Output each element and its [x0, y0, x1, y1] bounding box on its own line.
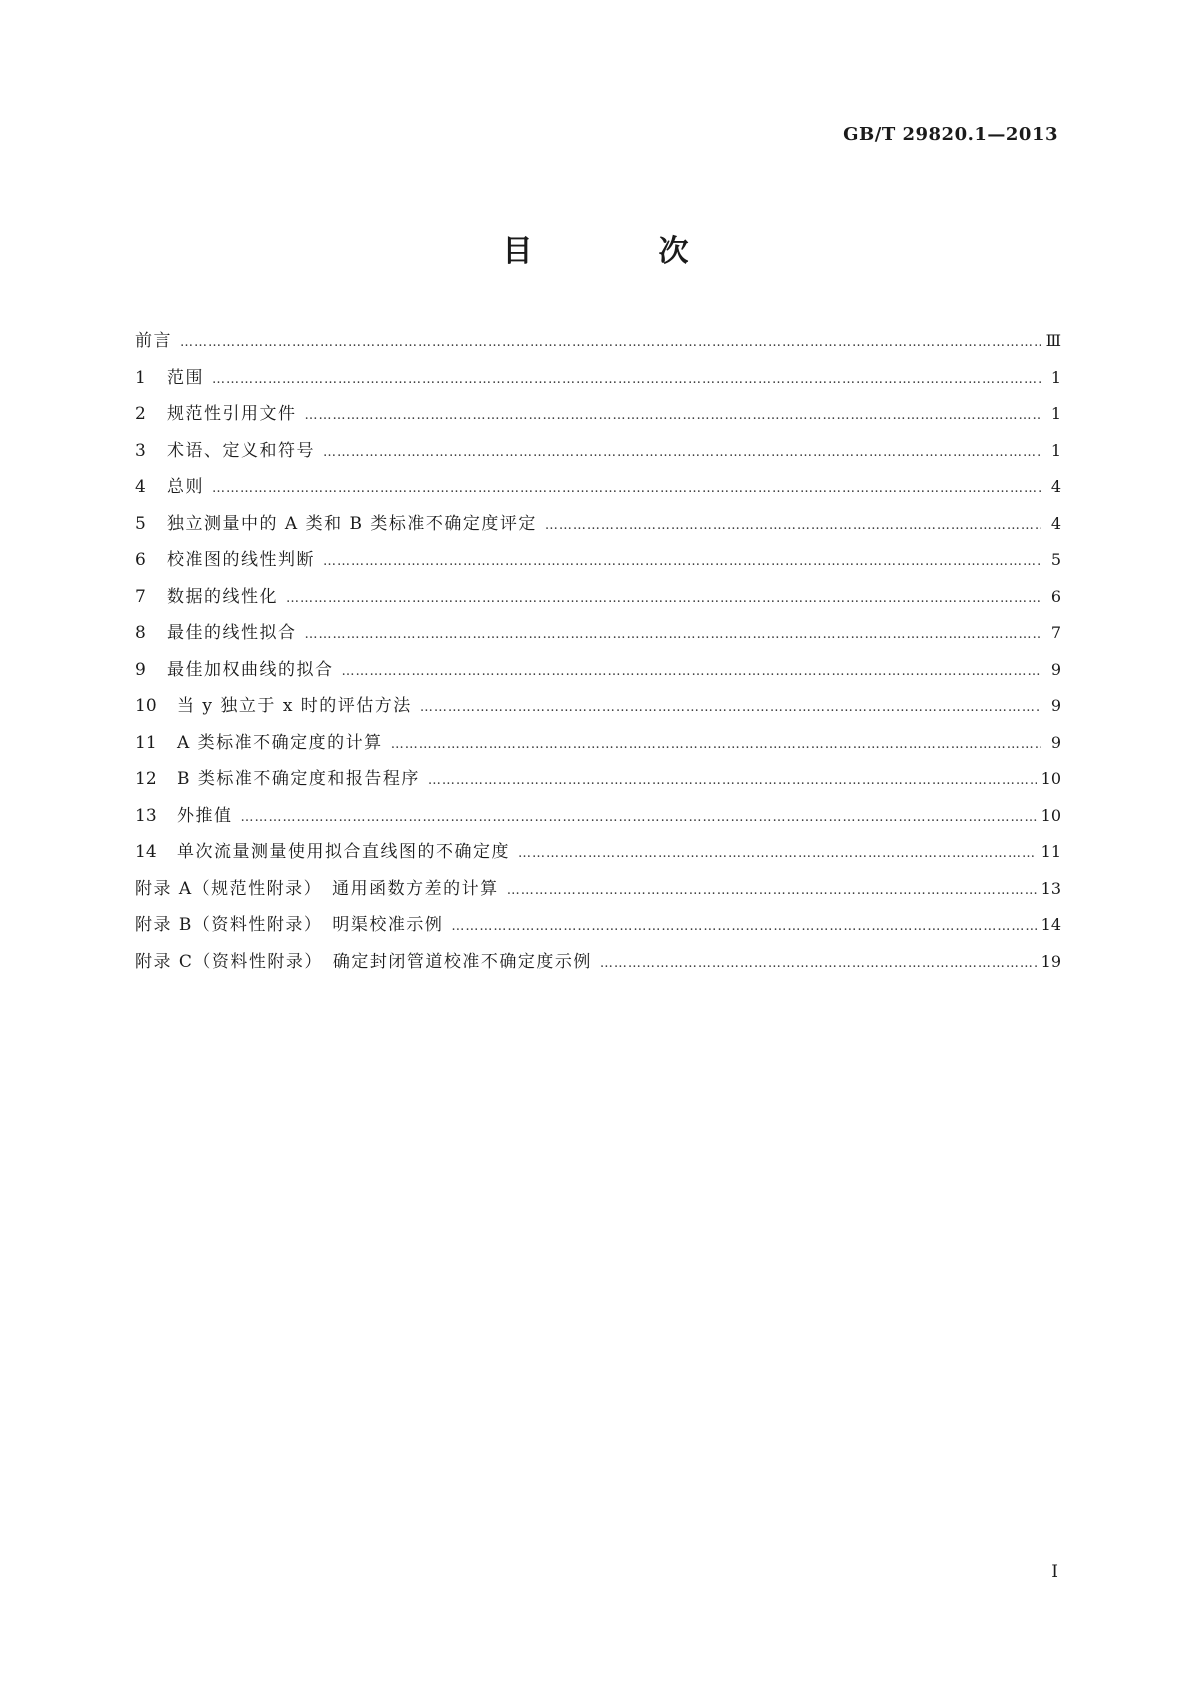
toc-leader-dots — [391, 737, 1041, 752]
toc-entry-label: 总则 — [167, 477, 204, 497]
toc-entry-page: 7 — [1050, 623, 1061, 642]
toc-list — [135, 326, 1061, 983]
toc-entry-number: 14 — [135, 842, 157, 862]
toc-entry-number: 6 — [135, 550, 146, 570]
toc-entry-1[interactable] — [135, 363, 1061, 400]
toc-entry-label: 前言 — [135, 331, 172, 351]
toc-leader-dots — [545, 518, 1041, 533]
toc-leader-dots — [212, 372, 1041, 387]
toc-leader-dots — [241, 810, 1037, 825]
toc-entry-13[interactable] — [135, 801, 1061, 838]
toc-entry-6[interactable] — [135, 545, 1061, 582]
toc-entry-11[interactable] — [135, 728, 1061, 765]
toc-entry-page: 1 — [1050, 404, 1061, 423]
toc-entry-12[interactable] — [135, 764, 1061, 801]
toc-leader-dots — [342, 664, 1042, 679]
toc-entry-9[interactable] — [135, 655, 1061, 692]
toc-leader-dots — [600, 956, 1037, 971]
toc-entry-number: 5 — [135, 513, 146, 534]
toc-entry-14[interactable] — [135, 837, 1061, 874]
toc-entry-page: 13 — [1040, 878, 1061, 898]
toc-entry-label: 单次流量测量使用拟合直线图的不确定度 — [177, 842, 510, 862]
toc-entry-number: 11 — [135, 732, 157, 753]
toc-entry-page: 6 — [1050, 586, 1061, 606]
toc-entry-8[interactable] — [135, 618, 1061, 655]
toc-entry-page: 9 — [1050, 732, 1061, 752]
toc-entry-label: 最佳的线性拟合 — [167, 623, 297, 643]
toc-entry-10[interactable] — [135, 691, 1061, 728]
toc-entry-2[interactable] — [135, 399, 1061, 436]
toc-entry-number: 13 — [135, 805, 157, 826]
toc-entry-number: 10 — [135, 696, 157, 716]
toc-entry-annex-c[interactable] — [135, 947, 1061, 984]
toc-entry-page: 9 — [1050, 659, 1061, 679]
toc-leader-dots — [507, 883, 1037, 898]
toc-entry-page: 14 — [1040, 915, 1061, 934]
standard-number: GB/T 29820.1—2013 — [843, 124, 1058, 145]
toc-entry-page: 10 — [1040, 805, 1061, 825]
toc-entry-page: 19 — [1040, 951, 1061, 971]
toc-entry-page: 10 — [1040, 769, 1061, 788]
toc-entry-label: 校准图的线性判断 — [167, 550, 315, 570]
toc-leader-dots — [286, 591, 1041, 606]
toc-entry-label: B 类标准不确定度和报告程序 — [177, 769, 420, 789]
toc-entry-page: 5 — [1050, 550, 1061, 569]
toc-leader-dots — [451, 919, 1036, 934]
toc-entry-number: 1 — [135, 367, 146, 388]
toc-entry-page: 4 — [1050, 477, 1061, 496]
toc-entry-page: 9 — [1050, 696, 1061, 715]
toc-leader-dots — [212, 481, 1041, 496]
toc-entry-number: 4 — [135, 477, 146, 497]
toc-entry-label: A 类标准不确定度的计算 — [177, 732, 383, 753]
toc-entry-label: 附录 A（规范性附录） 通用函数方差的计算 — [135, 878, 499, 899]
toc-entry-label: 规范性引用文件 — [167, 404, 297, 424]
toc-leader-dots — [428, 773, 1037, 788]
toc-entry-number: 7 — [135, 586, 146, 607]
toc-entry-foreword[interactable] — [135, 326, 1061, 363]
toc-entry-label: 数据的线性化 — [167, 586, 278, 607]
toc-entry-page: 1 — [1050, 367, 1061, 387]
toc-leader-dots — [518, 846, 1037, 861]
toc-leader-dots — [305, 627, 1042, 642]
toc-entry-label: 附录 C（资料性附录） 确定封闭管道校准不确定度示例 — [135, 951, 592, 972]
toc-entry-number: 9 — [135, 659, 146, 680]
toc-entry-page: 11 — [1040, 842, 1061, 861]
page-number: I — [1051, 1562, 1058, 1582]
toc-entry-number: 2 — [135, 404, 146, 424]
toc-entry-label: 外推值 — [177, 805, 233, 826]
toc-entry-number: 3 — [135, 440, 146, 461]
toc-entry-page: 4 — [1050, 513, 1061, 533]
toc-entry-number: 8 — [135, 623, 146, 643]
toc-entry-number: 12 — [135, 769, 157, 789]
toc-entry-3[interactable] — [135, 436, 1061, 473]
toc-leader-dots — [180, 335, 1041, 350]
toc-entry-page: 1 — [1050, 440, 1061, 460]
toc-entry-label: 当 y 独立于 x 时的评估方法 — [177, 696, 412, 716]
toc-leader-dots — [323, 445, 1041, 460]
toc-entry-annex-b[interactable] — [135, 910, 1061, 947]
toc-entry-annex-a[interactable] — [135, 874, 1061, 911]
toc-entry-label: 范围 — [167, 367, 204, 388]
toc-entry-page: Ⅲ — [1045, 331, 1061, 350]
toc-entry-label: 术语、定义和符号 — [167, 440, 315, 461]
toc-entry-label: 独立测量中的 A 类和 B 类标准不确定度评定 — [167, 513, 537, 534]
toc-leader-dots — [420, 700, 1041, 715]
toc-entry-5[interactable] — [135, 509, 1061, 546]
toc-title: 目 次 — [502, 234, 737, 269]
toc-leader-dots — [305, 408, 1042, 423]
toc-entry-7[interactable] — [135, 582, 1061, 619]
toc-leader-dots — [323, 554, 1041, 569]
toc-entry-label: 最佳加权曲线的拟合 — [167, 659, 334, 680]
toc-entry-label: 附录 B（资料性附录） 明渠校准示例 — [135, 915, 444, 935]
toc-entry-4[interactable] — [135, 472, 1061, 509]
